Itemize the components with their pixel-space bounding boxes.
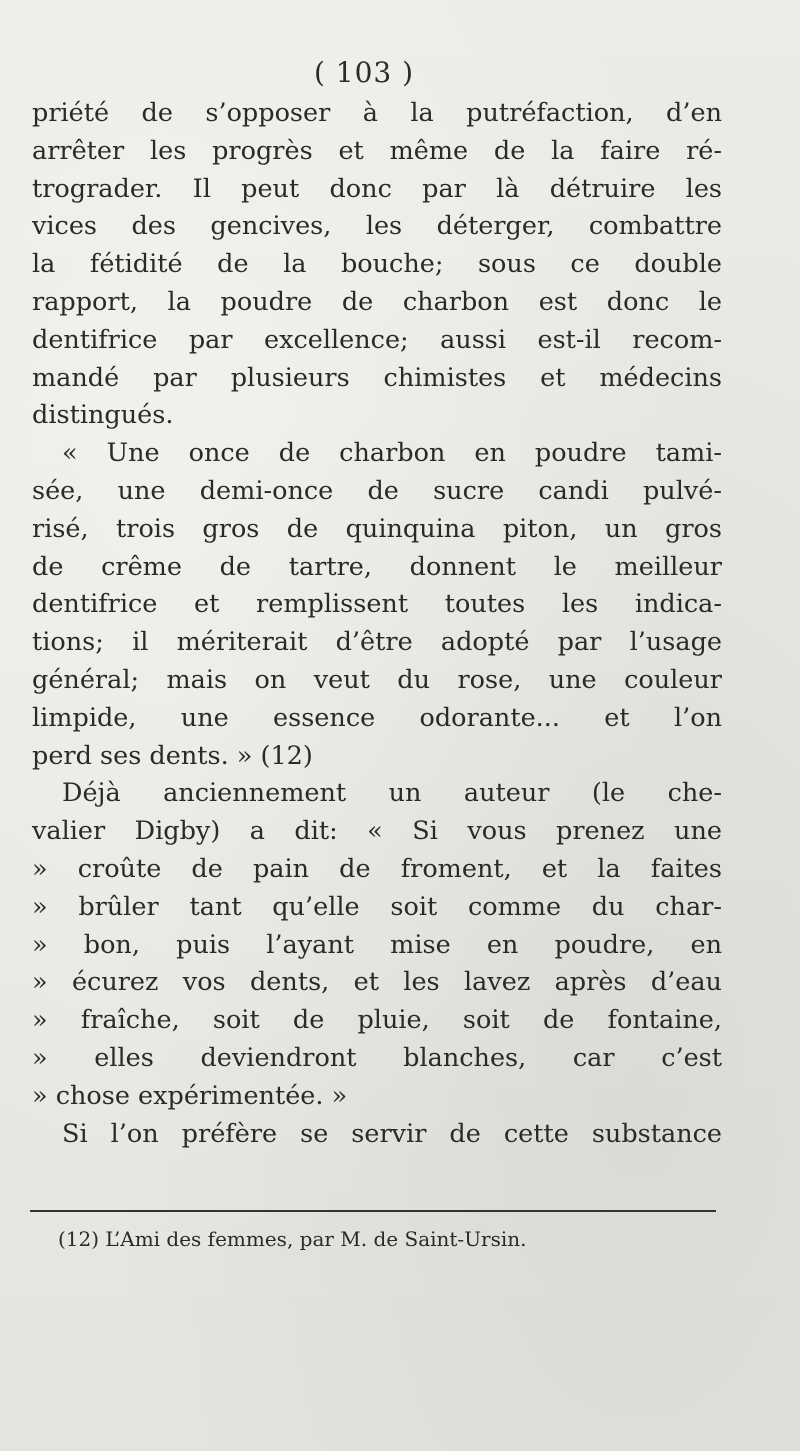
text-line: arrêter les progrès et même de la faire ré- xyxy=(32,135,722,166)
text-line: tions; il mériterait d’être adopté par l’usage xyxy=(32,627,722,658)
text-line: sée, une demi-once de sucre candi pulvé- xyxy=(32,475,722,506)
quoted-line: » brûler tant qu’elle soit comme du char- xyxy=(32,891,722,922)
text-line: priété de s’opposer à la putréfaction, d’en xyxy=(32,98,722,128)
text-line: mandé par plusieurs chimistes et médecins xyxy=(32,362,722,393)
paragraph-start-line: Si l’on préfère se servir de cette substance xyxy=(62,1118,722,1149)
page-number: ( 103 ) xyxy=(313,56,415,89)
text-line: vices des gencives, les déterger, combattre xyxy=(32,211,722,242)
quoted-line: » fraîche, soit de pluie, soit de fontaine, xyxy=(32,1005,722,1036)
text-line: dentifrice par excellence; aussi est-il recom- xyxy=(32,324,722,355)
text-line: de crême de tartre, donnent le meilleur xyxy=(32,551,722,582)
footnote-divider xyxy=(30,1210,716,1212)
quoted-line: » chose expérimentée. » xyxy=(32,1080,348,1111)
text-line: dentifrice et remplissent toutes les indica- xyxy=(32,589,722,620)
paragraph-start-line: Déjà anciennement un auteur (le che- xyxy=(62,778,722,809)
text-line: valier Digby) a dit: « Si vous prenez une xyxy=(32,816,722,847)
body-text xyxy=(32,95,722,1153)
text-line: risé, trois gros de quinquina piton, un gros xyxy=(32,513,722,544)
text-line: général; mais on veut du rose, une couleur xyxy=(32,664,722,695)
text-line: la fétidité de la bouche; sous ce double xyxy=(32,249,722,280)
text-line: limpide, une essence odorante... et l’on xyxy=(32,702,722,733)
footnote: (12) L’Ami des femmes, par M. de Saint-Ursin. xyxy=(58,1227,527,1251)
quoted-line: » bon, puis l’ayant mise en poudre, en xyxy=(32,929,722,960)
paragraph-end-line: perd ses dents. » (12) xyxy=(32,740,313,771)
text-line: rapport, la poudre de charbon est donc le xyxy=(32,286,722,317)
paragraph-end-line: distingués. xyxy=(32,400,174,431)
quoted-line: » croûte de pain de froment, et la faites xyxy=(32,853,722,884)
quoted-line: » écurez vos dents, et les lavez après d’eau xyxy=(32,967,722,998)
text-line: trograder. Il peut donc par là détruire les xyxy=(32,173,722,204)
quoted-line: » elles deviendront blanches, car c’est xyxy=(32,1042,722,1073)
paragraph-start-line: « Une once de charbon en poudre tami- xyxy=(62,438,722,469)
